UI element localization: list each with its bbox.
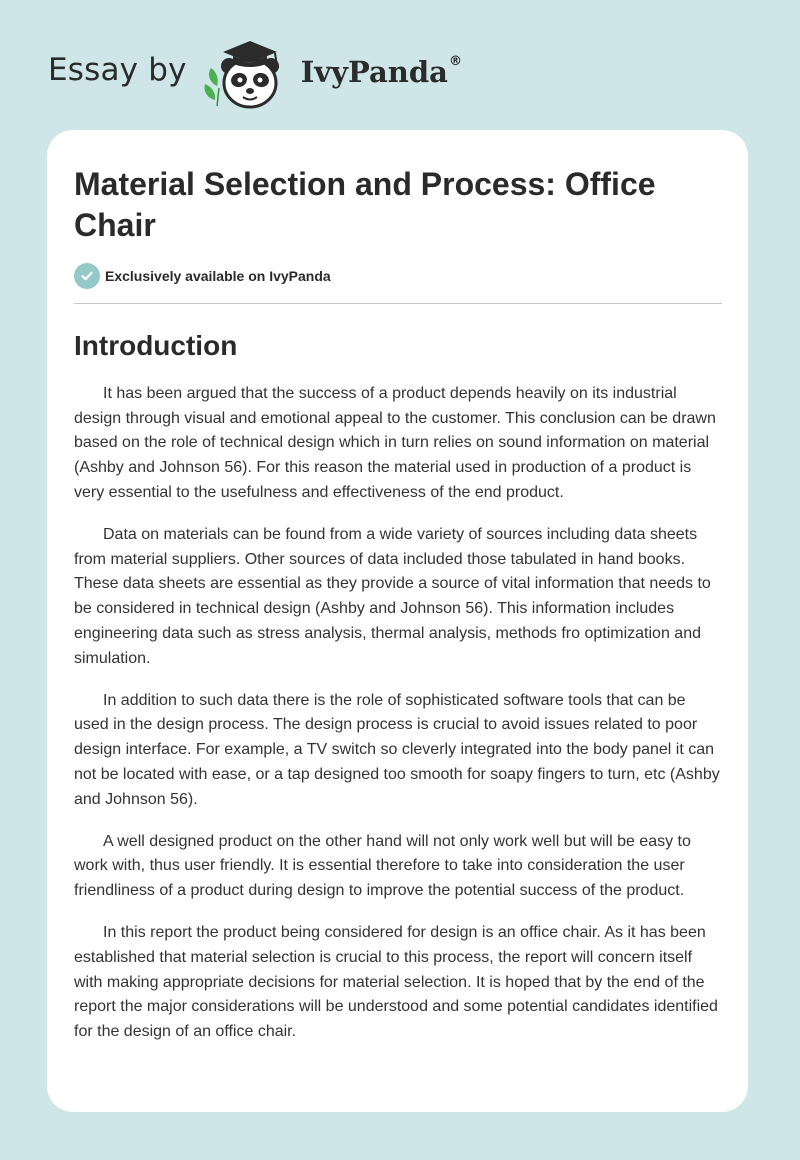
brand-name-text: IvyPanda	[300, 55, 448, 89]
registered-mark: ®	[448, 54, 462, 70]
title-divider	[74, 303, 722, 304]
brand-prefix: Essay by	[48, 52, 187, 88]
brand-header[interactable]	[48, 36, 462, 112]
exclusive-badge-label: Exclusively available on IvyPanda	[105, 268, 331, 284]
checkmark-icon	[74, 263, 100, 289]
panda-graduate-logo-icon	[201, 36, 295, 112]
essay-title: Material Selection and Process: Office Chair	[74, 166, 656, 243]
body-paragraph: In this report the product being considered for design is an office chair. As it has been established that material selection is crucial to this process, the report will concern itself with making appropriate decisions for material selection. It is hoped that by the end of the report the major considerations will be understood and some potential candidates identified for the design of an office chair.	[74, 924, 718, 1041]
body-paragraph: It has been argued that the success of a product depends heavily on its industrial design through visual and emotional appeal to the customer. This conclusion can be drawn based on the role of technical design which in turn relies on sound information on material (Ashby and Johnson 56). For this reason the material used in production of a product is very essential to the usefulness and effectiveness of the end product.	[74, 385, 716, 501]
exclusive-badge	[74, 262, 722, 290]
body-paragraph: A well designed product on the other hand will not only work well but will be easy to work with, thus user friendly. It is essential therefore to take into consideration the user friendliness of a product during design to improve the potential success of the product.	[74, 832, 691, 900]
section-heading-introduction: Introduction	[74, 330, 238, 361]
essay-body	[74, 382, 722, 1045]
brand-name	[301, 55, 462, 89]
body-paragraph: In addition to such data there is the role of sophisticated software tools that can be used in the design process. The design process is crucial to avoid issues related to poor design interface. For example, a TV switch so cleverly integrated into the body panel it can not be located with ease, or a tap designed too smooth for soapy fingers to turn, etc (Ashby and Johnson 56).	[74, 691, 720, 808]
body-paragraph: Data on materials can be found from a wide variety of sources including data sheets from material suppliers. Other sources of data included those tabulated in hand books. These data sheets are essential as they provide a source of vital information that needs to be considered in technical design (Ashby and Johnson 56). This information includes engineering data such as stress analysis, thermal analysis, methods fro optimization and simulation.	[74, 526, 711, 667]
essay-card	[47, 130, 748, 1112]
